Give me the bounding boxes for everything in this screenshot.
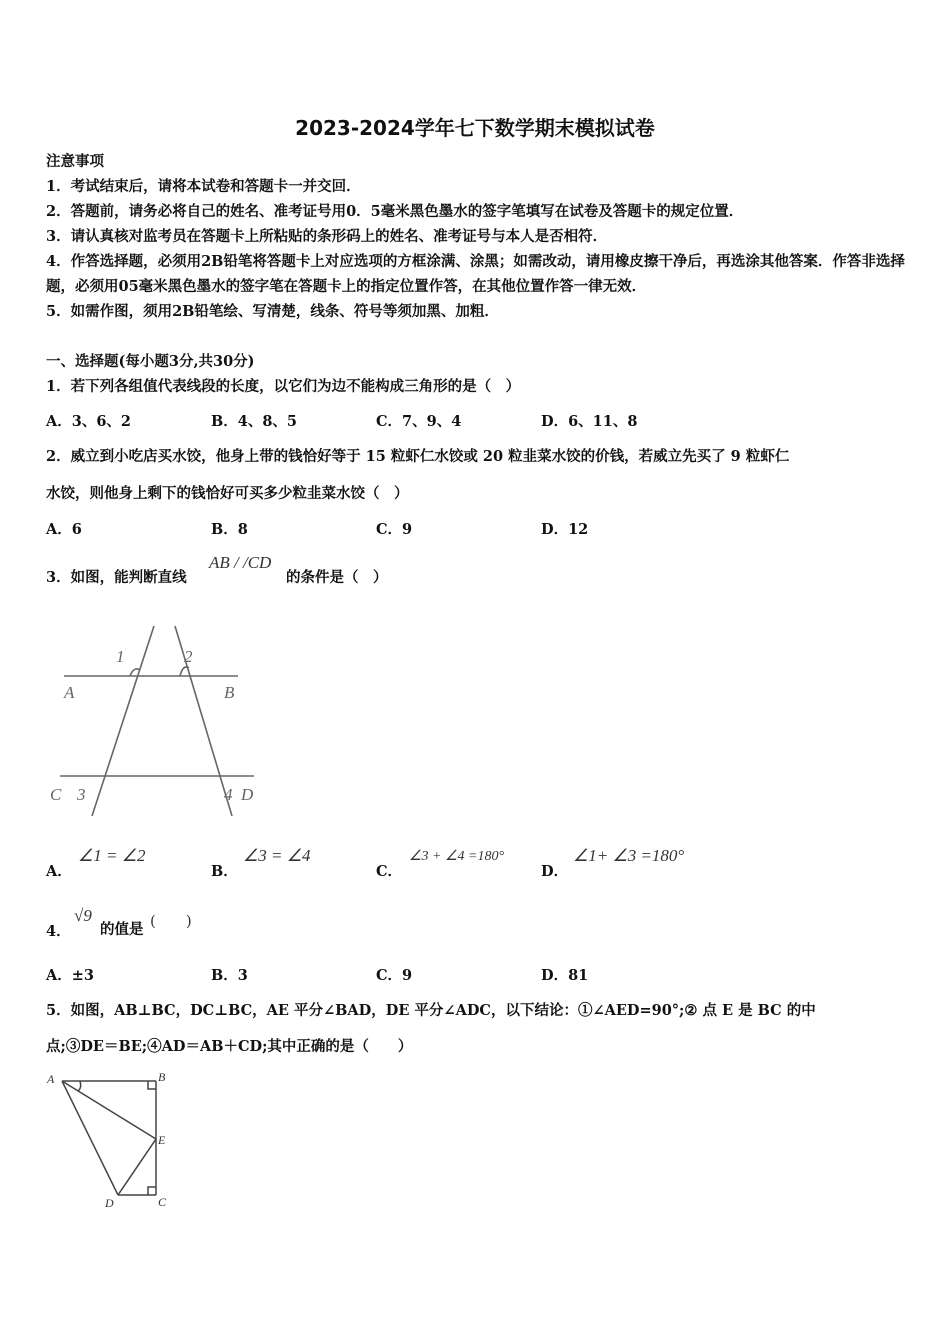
q5-label-a: A (47, 1072, 55, 1086)
q4-paren: ( ) (150, 912, 192, 930)
q1-option-b: B．4、8、5 (211, 413, 298, 430)
q4-suffix: 的值是 (100, 921, 144, 938)
q2-option-b: B．8 (211, 521, 248, 538)
q5-line1: 5．如图，AB⊥BC，DC⊥BC，AE 平分∠BAD，DE 平分∠ADC，以下结论：①∠AED=90°;② 点 E 是 BC 的中 (46, 1002, 816, 1019)
q3-label-2: 2 (184, 647, 193, 666)
q3-option-b-letter: B． (211, 863, 238, 880)
q2-line1: 2．威立到小吃店买水饺，他身上带的钱恰好等于 15 粒虾仁水饺或 20 粒韭菜水饺的价钱，若威立先买了 9 粒虾仁 (46, 448, 790, 465)
q5-label-b: B (158, 1070, 166, 1084)
notes-item-4: 4．作答选择题，必须用2B铅笔将答题卡上对应选项的方框涂满、涂黑；如需改动，请用橡皮擦干净后，再选涂其他答案．作答非选择题，必须用05毫米黑色墨水的签字笔在答题卡上的指定位置作答，在其他位置作答一律无效． (46, 253, 905, 295)
page-title: 2023-2024学年七下数学期末模拟试卷 (295, 116, 655, 140)
q2-option-d: D．12 (541, 521, 589, 538)
q3-option-d-math: ∠1+ ∠3 =180° (573, 846, 685, 865)
q3-option-a-letter: A． (46, 863, 72, 880)
notes-heading: 注意事项 (46, 153, 104, 170)
q3-label-d: D (241, 785, 254, 804)
q1-option-a: A．3、6、2 (46, 413, 132, 430)
q5-label-c: C (158, 1195, 167, 1209)
q5-label-d: D (105, 1196, 114, 1210)
q3-option-b-math: ∠3 = ∠4 (243, 846, 311, 865)
q3-label-1: 1 (116, 647, 125, 666)
section-heading: 一、选择题(每小题3分,共30分) (46, 353, 255, 370)
q4-math: √9 (74, 906, 92, 925)
q5-label-e: E (158, 1133, 166, 1147)
q2-option-c: C．9 (376, 521, 413, 538)
q2-line2: 水饺，则他身上剩下的钱恰好可买多少粒韭菜水饺（ ） (46, 485, 409, 502)
q3-math: AB / /CD (209, 553, 272, 572)
q5-figure (40, 1068, 180, 1213)
q2-option-a: A．6 (46, 521, 82, 538)
q4-prefix: 4． (46, 923, 71, 940)
q3-prefix: 3．如图，能判断直线 (46, 569, 187, 586)
q3-option-c-math: ∠3 + ∠4 =180° (409, 849, 505, 864)
q4-option-d: D．81 (541, 967, 589, 984)
notes-item-5: 5．如需作图，须用2B铅笔绘、写清楚，线条、符号等须加黑、加粗． (46, 303, 499, 320)
notes-item-1: 1．考试结束后，请将本试卷和答题卡一并交回． (46, 178, 361, 195)
q3-option-a-math: ∠1 = ∠2 (78, 846, 146, 865)
q1-option-c: C．7、9、4 (376, 413, 462, 430)
q4-option-b: B．3 (211, 967, 248, 984)
q1-stem: 1．若下列各组值代表线段的长度，以它们为边不能构成三角形的是（ ） (46, 378, 521, 395)
q3-figure (44, 618, 274, 823)
notes-item-3: 3．请认真核对监考员在答题卡上所粘贴的条形码上的姓名、准考证号与本人是否相符． (46, 228, 608, 245)
q3-label-a: A (64, 683, 75, 702)
q3-label-4: 4 (224, 785, 233, 804)
q3-label-3: 3 (77, 785, 86, 804)
notes-item-2: 2．答题前，请务必将自己的姓名、准考证号用0．5毫米黑色墨水的签字笔填写在试卷及答题卡的规定位置． (46, 203, 744, 220)
q1-option-d: D．6、11、8 (541, 413, 638, 430)
q4-option-c: C．9 (376, 967, 413, 984)
q4-option-a: A．±3 (46, 967, 94, 984)
q3-option-d-letter: D． (541, 863, 569, 880)
q5-line2: 点;③DE＝BE;④AD＝AB＋CD;其中正确的是（ ） (46, 1038, 413, 1055)
q3-option-c-letter: C． (376, 863, 403, 880)
q3-suffix: 的条件是（ ） (286, 569, 388, 586)
q3-label-b: B (224, 683, 235, 702)
q3-label-c: C (50, 785, 62, 804)
